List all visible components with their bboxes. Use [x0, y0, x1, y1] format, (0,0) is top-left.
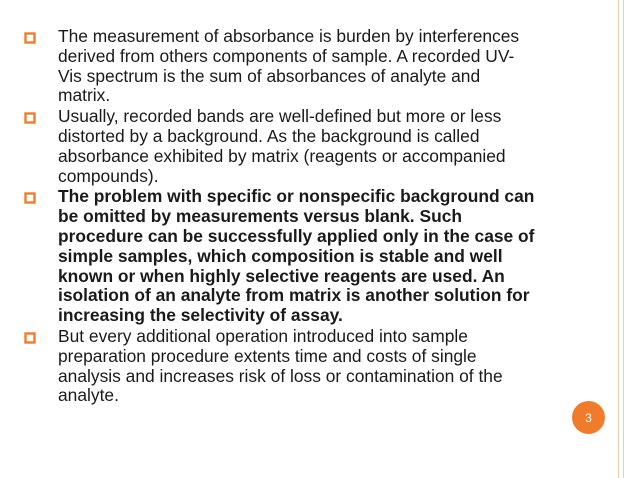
page-number: 3 [585, 410, 592, 425]
hollow-square-bullet-icon [24, 112, 36, 124]
hollow-square-bullet-icon [24, 192, 36, 204]
bullet-text: But every additional operation introduced into sample preparation procedure extents time and costs of single analysis and increases risk of loss or contamination of the analyte. [58, 325, 503, 406]
bullet-item-4 [24, 327, 536, 406]
bullet-item-1 [24, 27, 536, 106]
right-border-line [618, 0, 619, 478]
bullet-item-2 [24, 107, 536, 186]
hollow-square-bullet-icon [24, 32, 36, 44]
bullet-list [24, 27, 536, 407]
right-border-line-inner [623, 0, 624, 478]
bullet-text: The measurement of absorbance is burden by interferences derived from others components of sample. A recorded UV-Vis spectrum is the sum of absorbances of analyte and matrix. [58, 26, 520, 106]
page-number-badge [572, 401, 605, 434]
bullet-text: The problem with specific or nonspecific background can be omitted by measurements versus blank. Such procedure can be successfully applied only in the case of simple samples, which composition is stable and well known or when highly selective reagents are used. An isolation of an analyte from matrix is another solution for increasing the selectivity of assay. [58, 186, 535, 326]
bullet-text: Usually, recorded bands are well-defined but more or less distorted by a background. As the background is called absorbance exhibited by matrix (reagents or accompanied compounds). [58, 106, 506, 186]
hollow-square-bullet-icon [24, 332, 36, 344]
bullet-item-3 [24, 187, 536, 326]
